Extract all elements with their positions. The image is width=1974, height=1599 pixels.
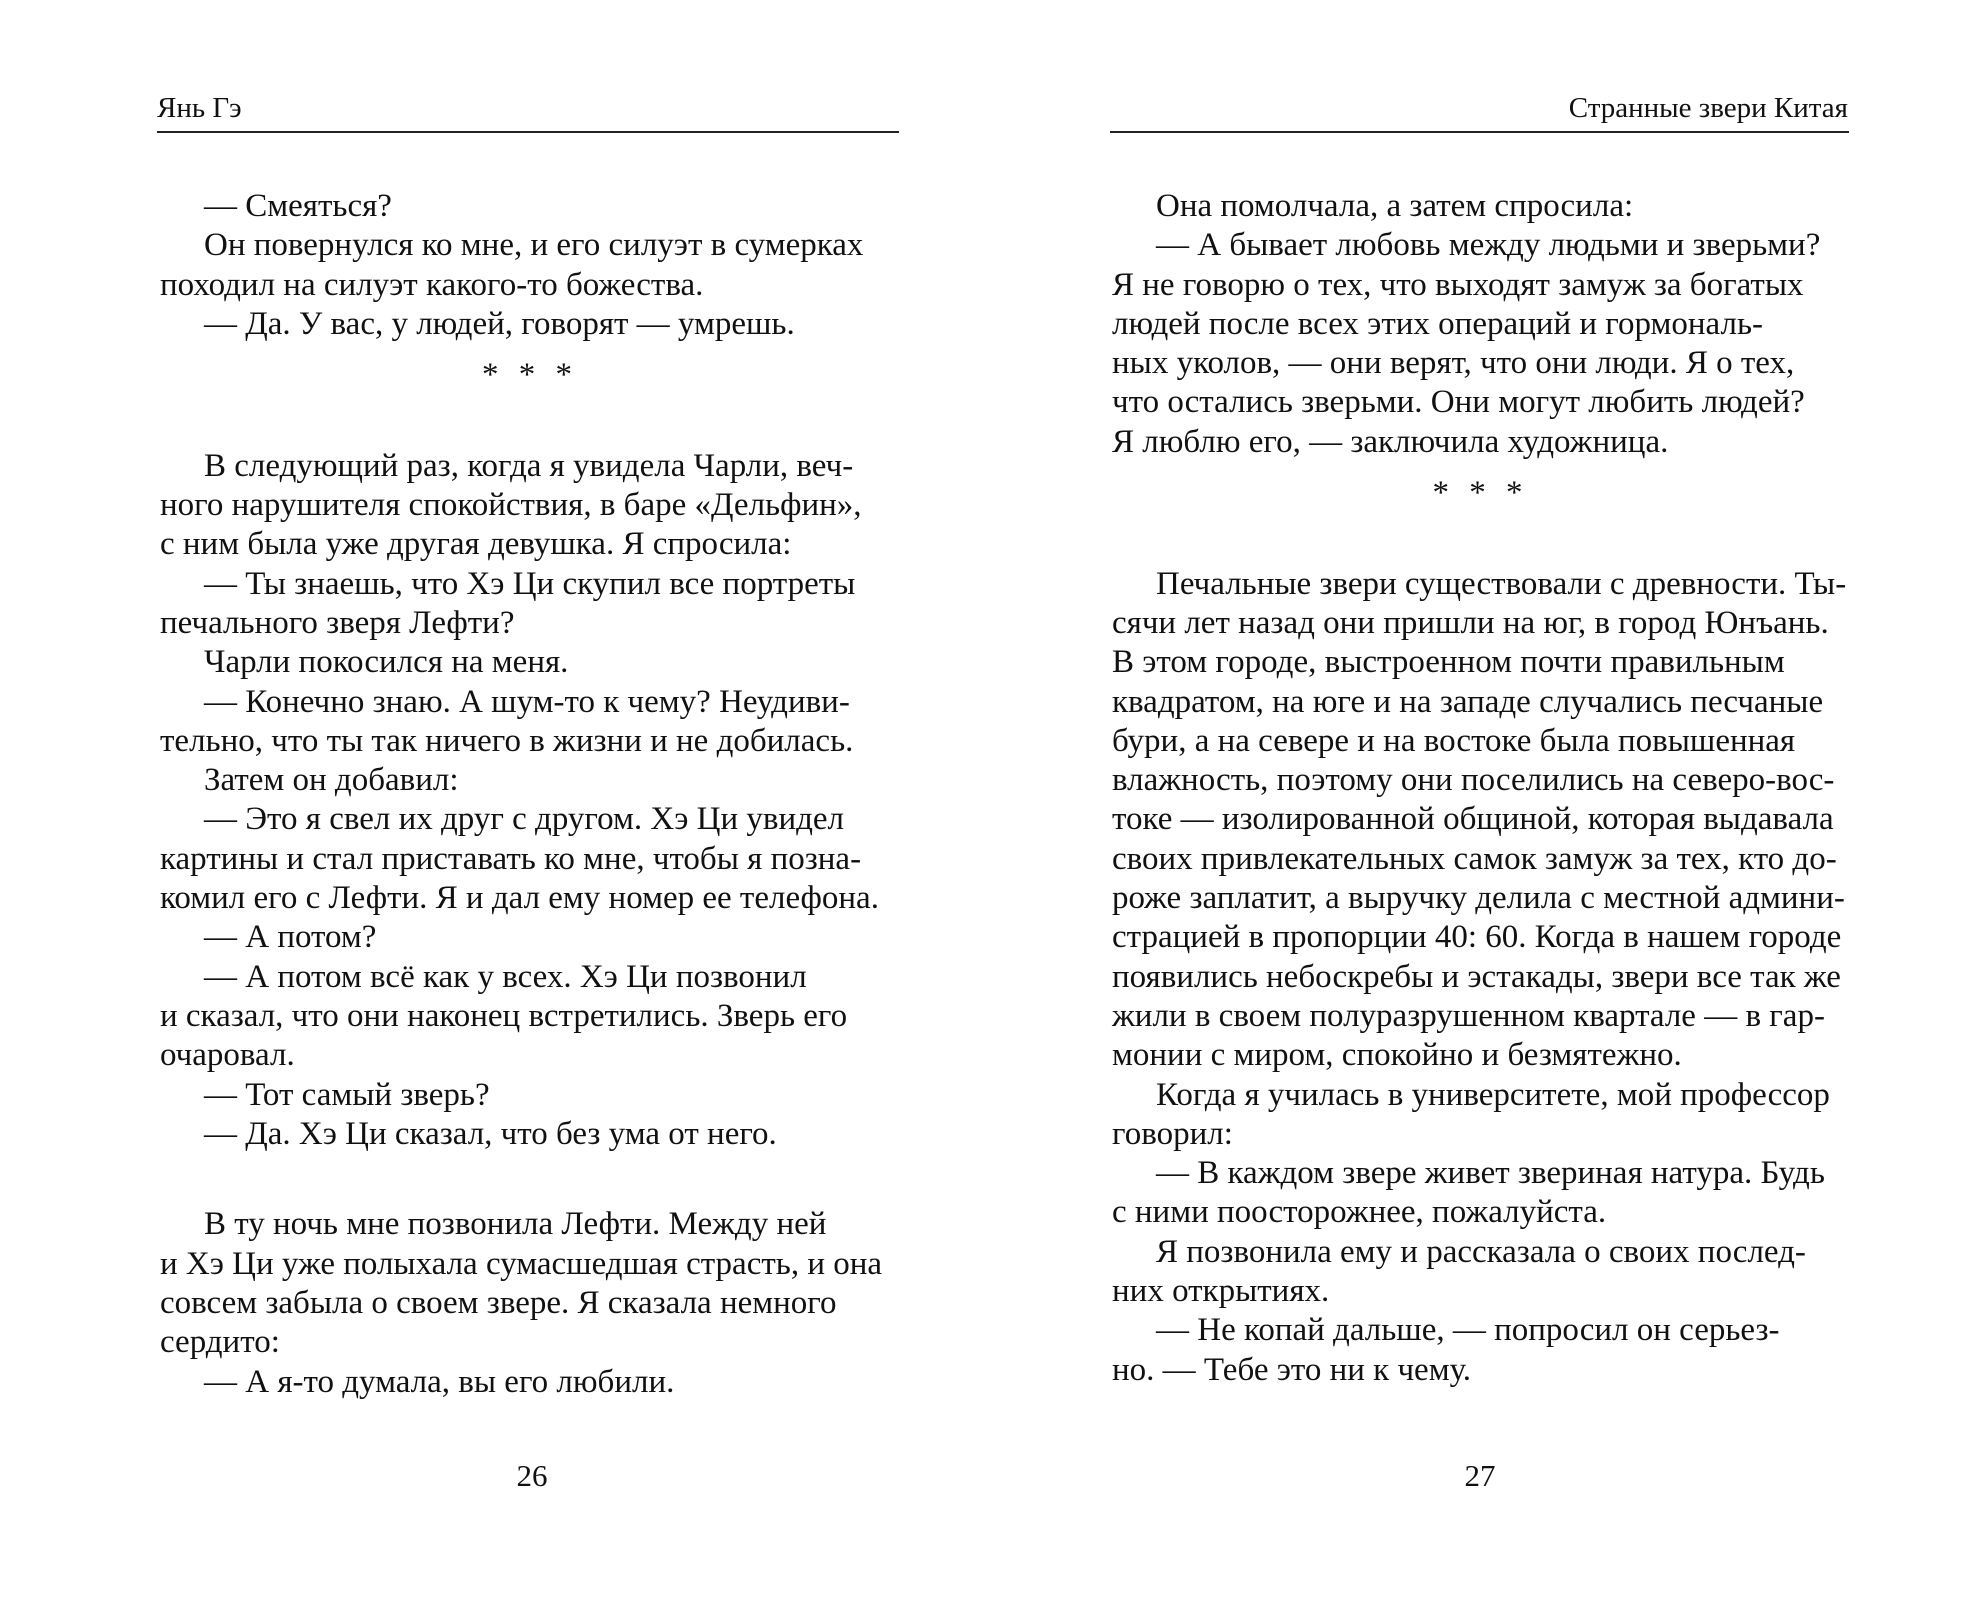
left-header-rule	[157, 131, 899, 133]
text-line: но. — Тебе это ни к чему.	[1112, 1351, 1472, 1388]
text-line: Он повернулся ко мне, и его силуэт в сумерках	[204, 227, 864, 264]
paragraph-spacer	[160, 435, 900, 447]
text-line: — Ты знаешь, что Хэ Ци скупил все портреты	[204, 565, 856, 602]
text-line: с ним была уже другая девушка. Я спросила:	[160, 526, 792, 563]
text-line: Чарли покосился на меня.	[204, 644, 569, 681]
text-line: бури, а на севере и на востоке была повышенная	[1112, 722, 1796, 759]
left-running-header: Янь Гэ	[157, 92, 242, 124]
section-separator: * * *	[1432, 475, 1529, 512]
paragraph-spacer	[160, 1193, 900, 1205]
text-line: — А бывает любовь между людьми и зверьми?	[1156, 227, 1821, 264]
text-line: — Да. Хэ Ци сказал, что без ума от него.	[204, 1115, 777, 1152]
right-page-number: 27	[1464, 1458, 1496, 1493]
text-line: Печальные звери существовали с древности. Ты-	[1156, 565, 1847, 602]
text-line: Я позвонила ему и рассказала о своих послед-	[1156, 1233, 1806, 1270]
right-running-header: Странные звери Китая	[1568, 92, 1848, 124]
text-line: роже заплатит, а выручку делила с местной админи-	[1112, 880, 1845, 917]
text-line: ного нарушителя спокойствия, в баре «Дельфин»,	[160, 487, 862, 524]
text-line: В следующий раз, когда я увидела Чарли, веч-	[204, 447, 854, 484]
text-line: картины и стал приставать ко мне, чтобы я позна-	[160, 840, 862, 877]
text-line: с ними поосторожнее, пожалуйста.	[1112, 1194, 1607, 1231]
right-page	[987, 0, 1974, 1599]
text-line: Она помолчала, а затем спросила:	[1156, 188, 1634, 224]
text-line: людей после всех этих операций и гормональ-	[1112, 305, 1763, 342]
text-line: — А потом?	[204, 919, 377, 956]
paragraph-spacer	[1112, 462, 1849, 474]
section-separator: * * *	[482, 357, 578, 394]
text-line: квадратом, на юге и на западе случались песчаные	[1112, 683, 1824, 720]
paragraph-spacer	[1112, 553, 1849, 565]
text-line: появились небоскребы и эстакады, звери все так же	[1112, 958, 1841, 995]
right-header-rule	[1110, 131, 1849, 133]
text-line: и сказал, что они наконец встретились. Зверь его	[160, 997, 848, 1034]
text-line: — Тот самый зверь?	[204, 1076, 490, 1113]
left-page-number: 26	[516, 1458, 548, 1493]
text-line: что остались зверьми. Они могут любить людей?	[1112, 384, 1805, 421]
text-line: сердито:	[160, 1324, 280, 1361]
right-page-text	[1112, 187, 1849, 1390]
text-line: печального зверя Лефти?	[160, 604, 515, 641]
left-page-text	[160, 187, 900, 1402]
text-line: — Да. У вас, у людей, говорят — умрешь.	[204, 305, 795, 342]
text-line: совсем забыла о своем звере. Я сказала немного	[160, 1285, 837, 1322]
text-line: ных уколов, — они верят, что они люди. Я о тех,	[1112, 345, 1795, 382]
text-line: страцией в пропорции 40: 60. Когда в нашем городе	[1112, 919, 1842, 956]
text-line: Затем он добавил:	[204, 762, 459, 799]
text-line: Я люблю его, — заключила художница.	[1112, 423, 1669, 460]
text-line: — Это я свел их друг с другом. Хэ Ци увидел	[204, 801, 845, 838]
text-line: Я не говорю о тех, что выходят замуж за богатых	[1112, 266, 1804, 303]
text-line: — Смеяться?	[204, 188, 392, 224]
text-line: сячи лет назад они пришли на юг, в город Юнъань.	[1112, 604, 1829, 641]
text-line: очаровал.	[160, 1037, 295, 1074]
text-line: своих привлекательных самок замуж за тех, кто до-	[1112, 840, 1837, 877]
text-line: влажность, поэтому они поселились на северо-вос-	[1112, 762, 1835, 799]
text-line: жили в своем полуразрушенном квартале — в гар-	[1112, 997, 1825, 1034]
paragraph-spacer	[1112, 513, 1849, 552]
text-line: и Хэ Ци уже полыхала сумасшедшая страсть, и она	[160, 1245, 883, 1282]
text-line: них открытиях.	[1112, 1273, 1330, 1310]
text-line: — В каждом звере живет звериная натура. Будь	[1156, 1155, 1825, 1192]
paragraph-spacer	[160, 344, 900, 356]
text-line: — А я-то думала, вы его любили.	[204, 1363, 675, 1400]
text-line: монии с миром, спокойно и безмятежно.	[1112, 1037, 1682, 1074]
text-line: В ту ночь мне позвонила Лефти. Между ней	[204, 1206, 827, 1243]
text-line: — А потом всё как у всех. Хэ Ци позвонил	[204, 958, 807, 995]
text-line: токе — изолированной общиной, которая выдавала	[1112, 801, 1834, 838]
text-line: В этом городе, выстроенном почти правильным	[1112, 644, 1785, 681]
text-line: тельно, что ты так ничего в жизни и не добилась.	[160, 722, 854, 759]
text-line: комил его с Лефти. Я и дал ему номер ее телефона.	[160, 880, 879, 917]
paragraph-spacer	[160, 395, 900, 434]
text-line: Когда я училась в университете, мой профессор	[1156, 1076, 1830, 1113]
text-line: походил на силуэт какого-то божества.	[160, 266, 704, 303]
text-line: — Конечно знаю. А шум-то к чему? Неудиви-	[204, 683, 850, 720]
text-line: говорил:	[1112, 1115, 1233, 1152]
paragraph-spacer	[160, 1154, 900, 1193]
text-line: — Не копай дальше, — попросил он серьез-	[1156, 1312, 1780, 1349]
